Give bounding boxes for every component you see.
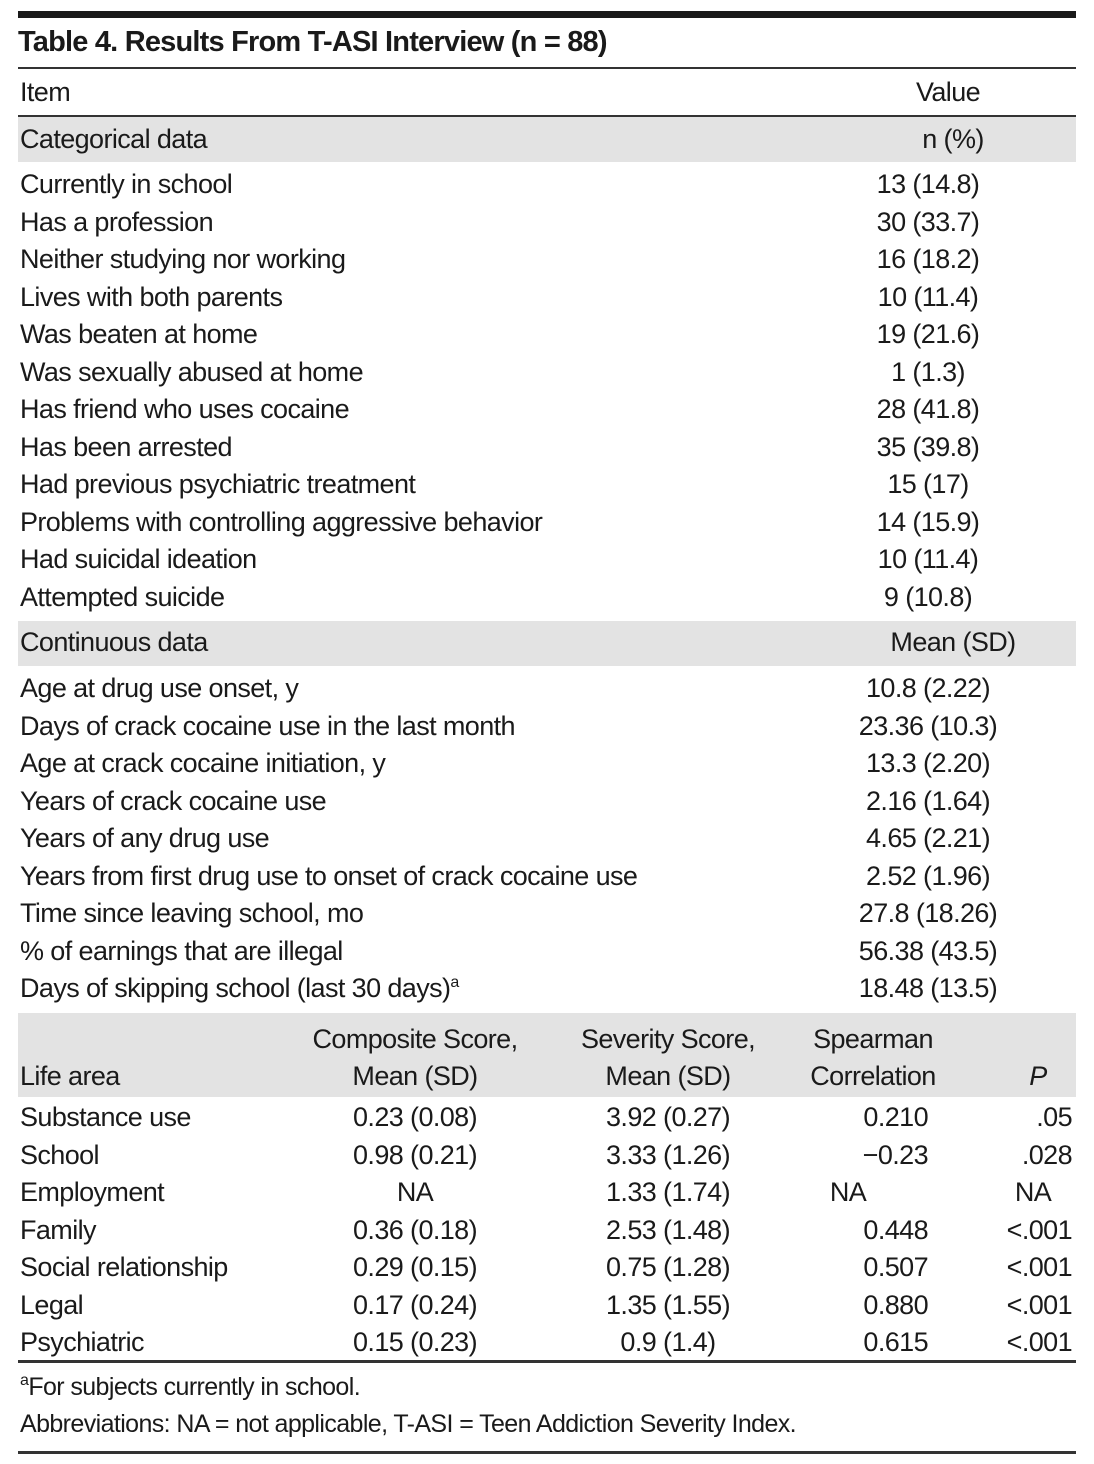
p-value: NA (1014, 1177, 1052, 1207)
footnote-marker: a (450, 974, 459, 991)
row-label (20, 933, 343, 971)
row-label-text: Had suicidal ideation (20, 544, 257, 574)
row-label (20, 579, 224, 617)
row-label-text: Neither studying nor working (20, 244, 346, 274)
table-row (18, 970, 1076, 1008)
severity-score: 3.33 (1.26) (606, 1139, 730, 1170)
life-area: Employment (20, 1177, 165, 1207)
row-label-text: Years from first drug use to onset of crack cocaine use (20, 860, 638, 891)
row-label-text: Was beaten at home (20, 319, 258, 349)
spearman-correlation: 0.448 (863, 1214, 928, 1245)
table-row (18, 745, 1076, 783)
row-label (20, 820, 269, 858)
table-row (18, 241, 1076, 279)
composite-score: 0.23 (0.08) (353, 1102, 477, 1132)
composite-score: NA (396, 1177, 434, 1207)
row-value: 9 (10.8) (883, 581, 973, 612)
row-value: 30 (33.7) (876, 206, 980, 237)
row-label (20, 541, 257, 579)
header-severity (558, 1021, 778, 1095)
table-row (18, 933, 1076, 971)
header-composite (300, 1021, 530, 1095)
section-unit: n (%) (922, 124, 984, 154)
row-label-text: % of earnings that are illegal (20, 935, 343, 966)
header-line: Correlation (810, 1061, 936, 1091)
table-row (18, 1249, 1076, 1287)
section-label: Continuous data (20, 627, 208, 657)
row-label (20, 895, 363, 933)
row-label (20, 429, 232, 467)
composite-score: 0.36 (0.18) (353, 1214, 477, 1245)
row-label (20, 858, 637, 896)
row-value: 56.38 (43.5) (858, 935, 998, 966)
table-row (18, 391, 1076, 429)
table-row (18, 541, 1076, 579)
row-label (20, 391, 349, 429)
row-value: 35 (39.8) (876, 431, 980, 462)
row-label-text: Days of crack cocaine use in the last month (20, 710, 515, 741)
header-item: Item (20, 77, 71, 107)
table-row (18, 504, 1076, 542)
row-label-text: Attempted suicide (20, 581, 225, 612)
row-label-text: Currently in school (20, 169, 233, 199)
row-label-text: Lives with both parents (20, 281, 283, 312)
row-value: 2.16 (1.64) (866, 785, 990, 816)
header-line: Severity Score, (580, 1024, 756, 1054)
spearman-correlation: 0.210 (863, 1102, 928, 1132)
life-area: Social relationship (20, 1252, 228, 1282)
header-line: Mean (SD) (352, 1061, 478, 1091)
row-label (20, 670, 298, 708)
row-value: 2.52 (1.96) (866, 860, 990, 891)
row-value: 10 (11.4) (877, 544, 979, 574)
row-value: 16 (18.2) (876, 244, 980, 274)
table-row (18, 708, 1076, 746)
spearman-correlation: 0.880 (863, 1289, 928, 1320)
row-label-text: Age at drug use onset, y (20, 673, 299, 703)
row-label (20, 166, 232, 204)
header-line: Mean (SD) (605, 1061, 731, 1091)
row-label (20, 466, 415, 504)
row-label-text: Years of any drug use (20, 823, 270, 853)
bottom-rule (18, 1451, 1076, 1454)
row-label (20, 279, 282, 317)
severity-score: 2.53 (1.48) (606, 1214, 730, 1245)
composite-score: 0.98 (0.21) (353, 1139, 477, 1170)
divider (18, 1360, 1076, 1363)
footnote-marker: a (20, 1372, 29, 1389)
top-rule (18, 11, 1076, 18)
row-label-text: Years of crack cocaine use (20, 785, 327, 816)
header-value: Value (915, 77, 981, 107)
footnote-text: For subjects currently in school. (28, 1373, 361, 1401)
row-label-text: Age at crack cocaine initiation, y (20, 748, 386, 778)
table-row (18, 1174, 1076, 1212)
table-row (18, 1137, 1076, 1175)
row-value: 14 (15.9) (876, 506, 980, 537)
row-label-text: Was sexually abused at home (20, 356, 363, 387)
row-label (20, 783, 326, 821)
composite-score: 0.29 (0.15) (353, 1252, 477, 1282)
footnote-a (20, 1373, 360, 1402)
spearman-correlation: −0.23 (862, 1139, 928, 1170)
severity-score: 1.33 (1.74) (606, 1177, 730, 1207)
table-row (18, 1287, 1076, 1325)
table-row (18, 820, 1076, 858)
row-value: 23.36 (10.3) (858, 710, 998, 741)
row-value: 18.48 (13.5) (858, 973, 998, 1003)
row-value: 27.8 (18.26) (858, 898, 998, 928)
row-label (20, 241, 345, 279)
p-value: <.001 (1006, 1289, 1072, 1320)
row-value: 28 (41.8) (876, 394, 980, 424)
p-value: <.001 (1006, 1252, 1072, 1282)
composite-score: 0.15 (0.23) (353, 1327, 477, 1357)
header-line: Composite Score, (312, 1024, 518, 1054)
row-label-text: Has a profession (20, 206, 214, 237)
row-label-text: Has friend who uses cocaine (20, 394, 349, 424)
table-row (18, 579, 1076, 617)
life-area: Family (20, 1214, 96, 1245)
row-value: 19 (21.6) (876, 319, 980, 349)
p-value: <.001 (1006, 1327, 1072, 1357)
table-row (18, 279, 1076, 317)
header-life-area: Life area (20, 1061, 120, 1091)
row-label (20, 504, 542, 542)
row-value: 15 (17) (887, 469, 969, 499)
continuous-section-header (18, 624, 1076, 662)
row-label-text: Problems with controlling aggressive behavior (20, 506, 543, 537)
row-value: 4.65 (2.21) (866, 823, 990, 853)
row-value: 10 (11.4) (877, 281, 979, 312)
spearman-correlation: NA (829, 1177, 867, 1207)
footnote-abbreviations: Abbreviations: NA = not applicable, T-ASI = Teen Addiction Severity Index. (20, 1410, 797, 1438)
row-value: 10.8 (2.22) (866, 673, 990, 703)
table-row (18, 783, 1076, 821)
row-value: 13.3 (2.20) (866, 748, 990, 778)
row-label-text: Has been arrested (20, 431, 232, 462)
p-value: .028 (1021, 1139, 1072, 1170)
table-row (18, 1099, 1076, 1137)
life-area: School (20, 1139, 99, 1170)
row-label-text: Had previous psychiatric treatment (20, 469, 416, 499)
table-row (18, 204, 1076, 242)
p-value: .05 (1036, 1102, 1072, 1132)
table-row (18, 354, 1076, 392)
row-label (20, 316, 257, 354)
composite-score: 0.17 (0.24) (353, 1289, 477, 1320)
table-row (18, 858, 1076, 896)
row-label (20, 708, 515, 746)
table-title: Table 4. Results From T-ASI Interview (n = 88) (18, 26, 607, 58)
severity-score: 1.35 (1.55) (606, 1289, 730, 1320)
section-label: Categorical data (20, 124, 208, 154)
life-area: Substance use (20, 1102, 191, 1132)
row-label (20, 745, 385, 783)
life-area: Psychiatric (20, 1327, 144, 1357)
spearman-correlation: 0.615 (863, 1327, 928, 1357)
life-area: Legal (20, 1289, 84, 1320)
row-label-text: Days of skipping school (last 30 days) (20, 973, 451, 1003)
row-value: 1 (1.3) (891, 356, 965, 387)
table-row (18, 895, 1076, 933)
row-label (20, 354, 363, 392)
row-label (20, 204, 213, 242)
severity-score: 3.92 (0.27) (606, 1102, 730, 1132)
section-unit: Mean (SD) (890, 627, 1016, 657)
header-p: P (1029, 1061, 1047, 1091)
table-row (18, 670, 1076, 708)
severity-score: 0.75 (1.28) (606, 1252, 730, 1282)
p-value: <.001 (1006, 1214, 1072, 1245)
divider (18, 67, 1076, 69)
row-label (20, 970, 459, 1008)
spearman-correlation: 0.507 (863, 1252, 928, 1282)
row-label-text: Time since leaving school, mo (20, 898, 364, 928)
table-row (18, 466, 1076, 504)
row-value: 13 (14.8) (876, 169, 980, 199)
table-row (18, 1212, 1076, 1250)
header-spearman (788, 1021, 958, 1095)
column-header-row (18, 74, 1076, 112)
severity-score: 0.9 (1.4) (620, 1327, 716, 1357)
categorical-section-header (18, 121, 1076, 159)
header-line: Spearman (813, 1024, 933, 1054)
table-row (18, 1324, 1076, 1362)
table-row (18, 316, 1076, 354)
table-row (18, 166, 1076, 204)
table-row (18, 429, 1076, 467)
